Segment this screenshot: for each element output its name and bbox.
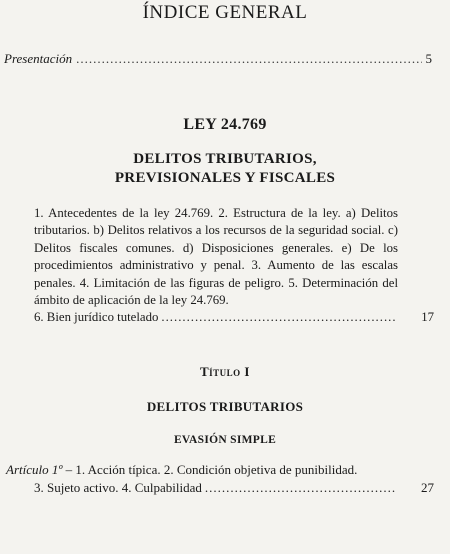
toc-leader-dots: [161, 309, 395, 326]
toc-entry-article-1[interactable]: [6, 461, 434, 497]
article-label: Artículo 1º: [6, 462, 63, 477]
article-page: 27: [421, 480, 434, 495]
law-summary-page: 17: [421, 310, 434, 325]
law-title: LEY 24.769: [183, 116, 267, 133]
article-last: 3. Sujeto activo. 4. Culpabilidad: [34, 480, 202, 495]
toc-entry-law-summary[interactable]: [34, 205, 434, 327]
toc-leader-dots: [205, 479, 395, 497]
law-summary-last-line: [34, 309, 434, 326]
law-summary-last: 6. Bien jurídico tutelado: [34, 310, 159, 325]
article-last-line: [6, 479, 434, 497]
toc-entry-label: Presentación: [4, 51, 73, 66]
titulo-label: Título I: [200, 364, 250, 379]
law-subtitle-line2: PREVISIONALES Y FISCALES: [114, 170, 336, 186]
toc-entry-presentation[interactable]: [4, 51, 432, 67]
law-subtitle-line1: DELITOS TRIBUTARIOS,: [133, 151, 317, 167]
toc-leader-dots: [76, 51, 421, 67]
law-summary-text: 1. Antecedentes de la ley 24.769. 2. Estructura de la ley. a) Delitos tributarios. b) Delitos relativos a los recursos de la seguridad social. c) Delitos fiscales comunes. d) Disposiciones generales. e) De los procedimientos administrativo y penal. 3. Aumento de las escalas penales. 4. Limitación de las figuras de peligro. 5. Determinación del ámbito de aplicación de la ley 24.769.: [34, 206, 398, 308]
section-name: EVASIÓN SIMPLE: [173, 434, 277, 446]
article-text: – 1. Acción típica. 2. Condición objetiva de punibilidad.: [62, 462, 358, 477]
toc-entry-page: 5: [425, 51, 432, 66]
index-title: ÍNDICE GENERAL: [142, 2, 308, 23]
law-subtitle: [0, 150, 450, 188]
titulo-name: DELITOS TRIBUTARIOS: [146, 399, 304, 414]
